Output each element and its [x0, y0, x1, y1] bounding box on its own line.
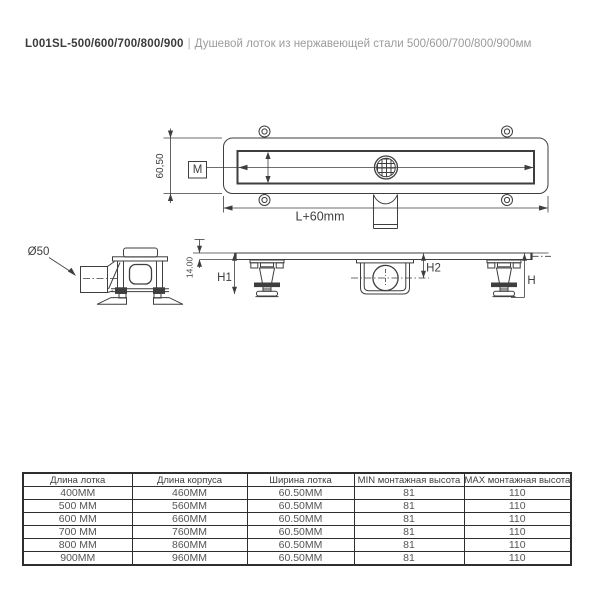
table-cell: 460MM — [132, 487, 247, 500]
table-cell: 81 — [354, 513, 464, 526]
table-cell: 60.50MM — [247, 487, 354, 500]
drain-strainer-icon — [375, 156, 398, 179]
dim-channel-width-label: 60,50 — [155, 153, 166, 179]
dim-outlet-diameter — [28, 246, 76, 276]
dim-body-length — [224, 196, 549, 224]
top-view-drawing — [155, 126, 548, 229]
table-row — [23, 526, 571, 539]
table-row — [23, 552, 571, 566]
dim-body-length-label: L+60mm — [295, 209, 345, 224]
table-cell: 60.50MM — [247, 552, 354, 566]
table-cell: 110 — [464, 539, 571, 552]
table-row — [23, 513, 571, 526]
table-cell: 81 — [354, 526, 464, 539]
table-cell: 81 — [354, 539, 464, 552]
table-cell: 81 — [354, 500, 464, 513]
outlet-pipe — [81, 267, 108, 293]
table-cell: 960MM — [132, 552, 247, 566]
table-cell: 81 — [354, 552, 464, 566]
table-header-cell: Длина корпуса — [132, 473, 247, 487]
table-cell: 560MM — [132, 500, 247, 513]
spec-table-body — [23, 487, 571, 566]
table-cell: 900MM — [23, 552, 132, 566]
table-header-row — [23, 473, 571, 487]
adjustable-foot — [250, 260, 284, 297]
product-code: L001SL-500/600/700/800/900 — [25, 38, 184, 50]
table-cell: 110 — [464, 552, 571, 566]
adjustable-foot — [487, 260, 521, 297]
table-cell: 81 — [354, 487, 464, 500]
dim-h2-label: H2 — [426, 262, 441, 275]
siphon-trap — [351, 260, 429, 295]
end-view-drawing — [28, 246, 183, 304]
dim-h1-label: H1 — [217, 272, 232, 284]
table-row — [23, 539, 571, 552]
product-description: Душевой лоток из нержавеющей стали 500/600/700/800/900мм — [194, 38, 532, 50]
table-cell: 700 MM — [23, 526, 132, 539]
table-cell: 110 — [464, 487, 571, 500]
table-cell: 110 — [464, 526, 571, 539]
channel-profile — [236, 253, 532, 260]
table-header-cell: MIN монтажная высота — [354, 473, 464, 487]
outlet-tube — [374, 195, 398, 229]
dim-outlet-diameter-label: Ø50 — [27, 246, 50, 258]
table-cell: 760MM — [132, 526, 247, 539]
table-cell: 600 MM — [23, 513, 132, 526]
table-cell: 860MM — [132, 539, 247, 552]
dim-h2 — [421, 254, 441, 279]
table-cell: 60.50MM — [247, 526, 354, 539]
table-row — [23, 487, 571, 500]
table-cell: 400MM — [23, 487, 132, 500]
table-header-cell: MAX монтажная высота — [464, 474, 571, 486]
table-row — [23, 500, 571, 513]
dim-profile-thickness-label: 14.00 — [184, 256, 195, 279]
spec-table — [22, 472, 572, 566]
title-separator: | — [187, 38, 191, 50]
side-view-drawing — [185, 240, 552, 298]
channel-outer-body — [224, 138, 549, 194]
dim-h-label: H — [527, 275, 536, 287]
table-cell: 60.50MM — [247, 513, 354, 526]
table-header-cell: Длина лотка — [23, 473, 132, 487]
table-cell: 660MM — [132, 513, 247, 526]
table-cell: 110 — [464, 500, 571, 513]
table-cell: 110 — [464, 513, 571, 526]
table-header-cell: Ширина лотка — [247, 473, 354, 487]
table-cell: 60.50MM — [247, 539, 354, 552]
table-cell: 500 MM — [23, 500, 132, 513]
m-marker-label: M — [192, 164, 203, 176]
table-cell: 800 MM — [23, 539, 132, 552]
table-cell: 60.50MM — [247, 500, 354, 513]
